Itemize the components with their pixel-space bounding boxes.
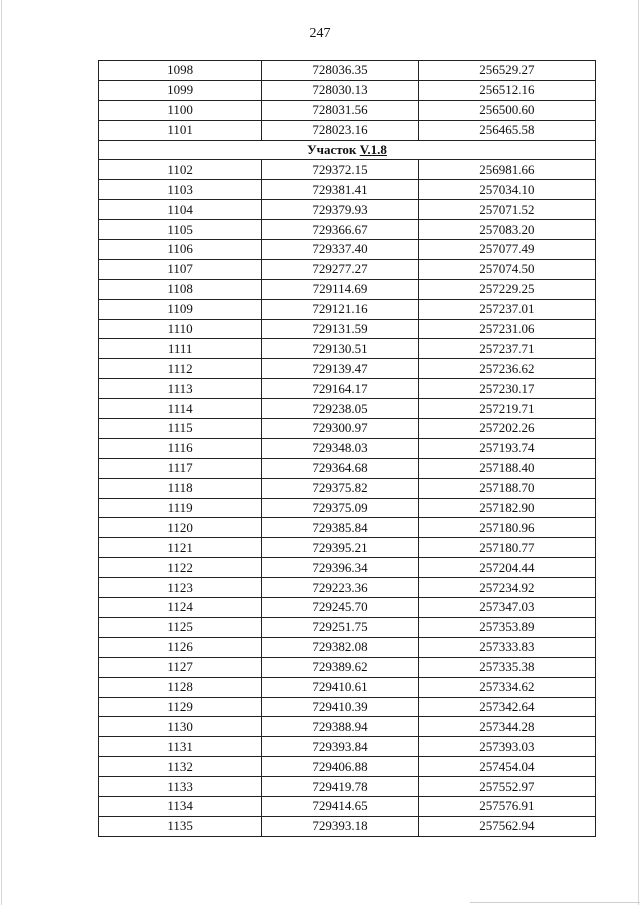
point-number-cell: 1117 bbox=[99, 458, 262, 478]
table-row bbox=[99, 578, 596, 598]
scan-edge-right bbox=[638, 0, 639, 905]
table-row bbox=[99, 180, 596, 200]
table-row bbox=[99, 299, 596, 319]
table-row bbox=[99, 498, 596, 518]
y-coordinate-cell: 257074.50 bbox=[418, 259, 595, 279]
point-number-cell: 1123 bbox=[99, 578, 262, 598]
point-number-cell: 1120 bbox=[99, 518, 262, 538]
x-coordinate-cell: 729300.97 bbox=[262, 419, 418, 439]
point-number-cell: 1118 bbox=[99, 478, 262, 498]
point-number-cell: 1133 bbox=[99, 777, 262, 797]
y-coordinate-cell: 257231.06 bbox=[418, 319, 595, 339]
x-coordinate-cell: 729393.84 bbox=[262, 737, 418, 757]
section-title: Участок bbox=[307, 142, 357, 157]
x-coordinate-cell: 729414.65 bbox=[262, 796, 418, 816]
y-coordinate-cell: 256512.16 bbox=[418, 80, 595, 100]
x-coordinate-cell: 729389.62 bbox=[262, 657, 418, 677]
table-row bbox=[99, 419, 596, 439]
table-row bbox=[99, 399, 596, 419]
point-number-cell: 1102 bbox=[99, 160, 262, 180]
point-number-cell: 1115 bbox=[99, 419, 262, 439]
y-coordinate-cell: 256500.60 bbox=[418, 100, 595, 120]
point-number-cell: 1113 bbox=[99, 379, 262, 399]
table-row bbox=[99, 478, 596, 498]
x-coordinate-cell: 729251.75 bbox=[262, 617, 418, 637]
table-body-before-section bbox=[99, 61, 596, 141]
x-coordinate-cell: 729121.16 bbox=[262, 299, 418, 319]
y-coordinate-cell: 257034.10 bbox=[418, 180, 595, 200]
y-coordinate-cell: 257236.62 bbox=[418, 359, 595, 379]
x-coordinate-cell: 729396.34 bbox=[262, 558, 418, 578]
point-number-cell: 1130 bbox=[99, 717, 262, 737]
point-number-cell: 1099 bbox=[99, 80, 262, 100]
y-coordinate-cell: 257393.03 bbox=[418, 737, 595, 757]
x-coordinate-cell: 729372.15 bbox=[262, 160, 418, 180]
table-row bbox=[99, 61, 596, 81]
x-coordinate-cell: 729381.41 bbox=[262, 180, 418, 200]
y-coordinate-cell: 257202.26 bbox=[418, 419, 595, 439]
table-row bbox=[99, 598, 596, 618]
point-number-cell: 1128 bbox=[99, 677, 262, 697]
point-number-cell: 1098 bbox=[99, 61, 262, 81]
point-number-cell: 1124 bbox=[99, 598, 262, 618]
y-coordinate-cell: 257562.94 bbox=[418, 816, 595, 836]
y-coordinate-cell: 257204.44 bbox=[418, 558, 595, 578]
x-coordinate-cell: 729139.47 bbox=[262, 359, 418, 379]
table-row bbox=[99, 379, 596, 399]
x-coordinate-cell: 729385.84 bbox=[262, 518, 418, 538]
y-coordinate-cell: 257344.28 bbox=[418, 717, 595, 737]
x-coordinate-cell: 729114.69 bbox=[262, 279, 418, 299]
point-number-cell: 1129 bbox=[99, 697, 262, 717]
y-coordinate-cell: 257334.62 bbox=[418, 677, 595, 697]
table-row bbox=[99, 538, 596, 558]
x-coordinate-cell: 729130.51 bbox=[262, 339, 418, 359]
table-row bbox=[99, 458, 596, 478]
coordinates-table bbox=[98, 60, 596, 837]
y-coordinate-cell: 257230.17 bbox=[418, 379, 595, 399]
section-header-row bbox=[99, 140, 596, 160]
point-number-cell: 1100 bbox=[99, 100, 262, 120]
x-coordinate-cell: 729364.68 bbox=[262, 458, 418, 478]
point-number-cell: 1132 bbox=[99, 757, 262, 777]
x-coordinate-cell: 729277.27 bbox=[262, 259, 418, 279]
table-row bbox=[99, 220, 596, 240]
point-number-cell: 1116 bbox=[99, 438, 262, 458]
scan-edge-left bbox=[1, 0, 2, 905]
y-coordinate-cell: 257237.01 bbox=[418, 299, 595, 319]
y-coordinate-cell: 257083.20 bbox=[418, 220, 595, 240]
point-number-cell: 1131 bbox=[99, 737, 262, 757]
table-row bbox=[99, 339, 596, 359]
y-coordinate-cell: 257454.04 bbox=[418, 757, 595, 777]
x-coordinate-cell: 729393.18 bbox=[262, 816, 418, 836]
point-number-cell: 1127 bbox=[99, 657, 262, 677]
table-row bbox=[99, 637, 596, 657]
point-number-cell: 1107 bbox=[99, 259, 262, 279]
x-coordinate-cell: 729375.82 bbox=[262, 478, 418, 498]
y-coordinate-cell: 257077.49 bbox=[418, 240, 595, 260]
x-coordinate-cell: 729406.88 bbox=[262, 757, 418, 777]
table-row bbox=[99, 717, 596, 737]
x-coordinate-cell: 729395.21 bbox=[262, 538, 418, 558]
point-number-cell: 1105 bbox=[99, 220, 262, 240]
table-row bbox=[99, 200, 596, 220]
point-number-cell: 1125 bbox=[99, 617, 262, 637]
scan-edge-bottom bbox=[470, 902, 640, 903]
table-row bbox=[99, 80, 596, 100]
y-coordinate-cell: 257576.91 bbox=[418, 796, 595, 816]
table-row bbox=[99, 120, 596, 140]
x-coordinate-cell: 728036.35 bbox=[262, 61, 418, 81]
x-coordinate-cell: 729410.61 bbox=[262, 677, 418, 697]
point-number-cell: 1101 bbox=[99, 120, 262, 140]
point-number-cell: 1134 bbox=[99, 796, 262, 816]
y-coordinate-cell: 257342.64 bbox=[418, 697, 595, 717]
table-row bbox=[99, 757, 596, 777]
x-coordinate-cell: 728031.56 bbox=[262, 100, 418, 120]
table-row bbox=[99, 677, 596, 697]
x-coordinate-cell: 729223.36 bbox=[262, 578, 418, 598]
table-row bbox=[99, 657, 596, 677]
y-coordinate-cell: 257180.77 bbox=[418, 538, 595, 558]
x-coordinate-cell: 729238.05 bbox=[262, 399, 418, 419]
table-row bbox=[99, 259, 596, 279]
y-coordinate-cell: 257182.90 bbox=[418, 498, 595, 518]
x-coordinate-cell: 729348.03 bbox=[262, 438, 418, 458]
table-row bbox=[99, 319, 596, 339]
point-number-cell: 1119 bbox=[99, 498, 262, 518]
x-coordinate-cell: 729379.93 bbox=[262, 200, 418, 220]
y-coordinate-cell: 257353.89 bbox=[418, 617, 595, 637]
y-coordinate-cell: 257188.70 bbox=[418, 478, 595, 498]
x-coordinate-cell: 729245.70 bbox=[262, 598, 418, 618]
section-header-cell bbox=[99, 140, 596, 160]
x-coordinate-cell: 729388.94 bbox=[262, 717, 418, 737]
point-number-cell: 1121 bbox=[99, 538, 262, 558]
table-row bbox=[99, 777, 596, 797]
y-coordinate-cell: 257219.71 bbox=[418, 399, 595, 419]
page-number: 247 bbox=[309, 26, 331, 41]
x-coordinate-cell: 729410.39 bbox=[262, 697, 418, 717]
x-coordinate-cell: 729419.78 bbox=[262, 777, 418, 797]
point-number-cell: 1104 bbox=[99, 200, 262, 220]
y-coordinate-cell: 257234.92 bbox=[418, 578, 595, 598]
y-coordinate-cell: 257552.97 bbox=[418, 777, 595, 797]
x-coordinate-cell: 729375.09 bbox=[262, 498, 418, 518]
point-number-cell: 1106 bbox=[99, 240, 262, 260]
section-header-body bbox=[99, 140, 596, 160]
y-coordinate-cell: 257071.52 bbox=[418, 200, 595, 220]
y-coordinate-cell: 257188.40 bbox=[418, 458, 595, 478]
point-number-cell: 1114 bbox=[99, 399, 262, 419]
y-coordinate-cell: 256981.66 bbox=[418, 160, 595, 180]
section-code: V.1.8 bbox=[359, 142, 387, 157]
table-row bbox=[99, 796, 596, 816]
point-number-cell: 1135 bbox=[99, 816, 262, 836]
y-coordinate-cell: 257237.71 bbox=[418, 339, 595, 359]
y-coordinate-cell: 256465.58 bbox=[418, 120, 595, 140]
table-row bbox=[99, 279, 596, 299]
y-coordinate-cell: 257335.38 bbox=[418, 657, 595, 677]
point-number-cell: 1122 bbox=[99, 558, 262, 578]
table-row bbox=[99, 240, 596, 260]
table-row bbox=[99, 160, 596, 180]
table-row bbox=[99, 697, 596, 717]
table-row bbox=[99, 438, 596, 458]
y-coordinate-cell: 257347.03 bbox=[418, 598, 595, 618]
point-number-cell: 1126 bbox=[99, 637, 262, 657]
point-number-cell: 1108 bbox=[99, 279, 262, 299]
x-coordinate-cell: 729366.67 bbox=[262, 220, 418, 240]
y-coordinate-cell: 257333.83 bbox=[418, 637, 595, 657]
table-row bbox=[99, 359, 596, 379]
point-number-cell: 1111 bbox=[99, 339, 262, 359]
table-body-after-section bbox=[99, 160, 596, 836]
table-row bbox=[99, 816, 596, 836]
x-coordinate-cell: 729337.40 bbox=[262, 240, 418, 260]
table-row bbox=[99, 737, 596, 757]
point-number-cell: 1112 bbox=[99, 359, 262, 379]
x-coordinate-cell: 729382.08 bbox=[262, 637, 418, 657]
x-coordinate-cell: 728030.13 bbox=[262, 80, 418, 100]
point-number-cell: 1103 bbox=[99, 180, 262, 200]
y-coordinate-cell: 256529.27 bbox=[418, 61, 595, 81]
x-coordinate-cell: 729164.17 bbox=[262, 379, 418, 399]
x-coordinate-cell: 728023.16 bbox=[262, 120, 418, 140]
table-row bbox=[99, 518, 596, 538]
x-coordinate-cell: 729131.59 bbox=[262, 319, 418, 339]
table-row bbox=[99, 100, 596, 120]
y-coordinate-cell: 257229.25 bbox=[418, 279, 595, 299]
table-row bbox=[99, 617, 596, 637]
y-coordinate-cell: 257180.96 bbox=[418, 518, 595, 538]
point-number-cell: 1109 bbox=[99, 299, 262, 319]
table-row bbox=[99, 558, 596, 578]
y-coordinate-cell: 257193.74 bbox=[418, 438, 595, 458]
point-number-cell: 1110 bbox=[99, 319, 262, 339]
